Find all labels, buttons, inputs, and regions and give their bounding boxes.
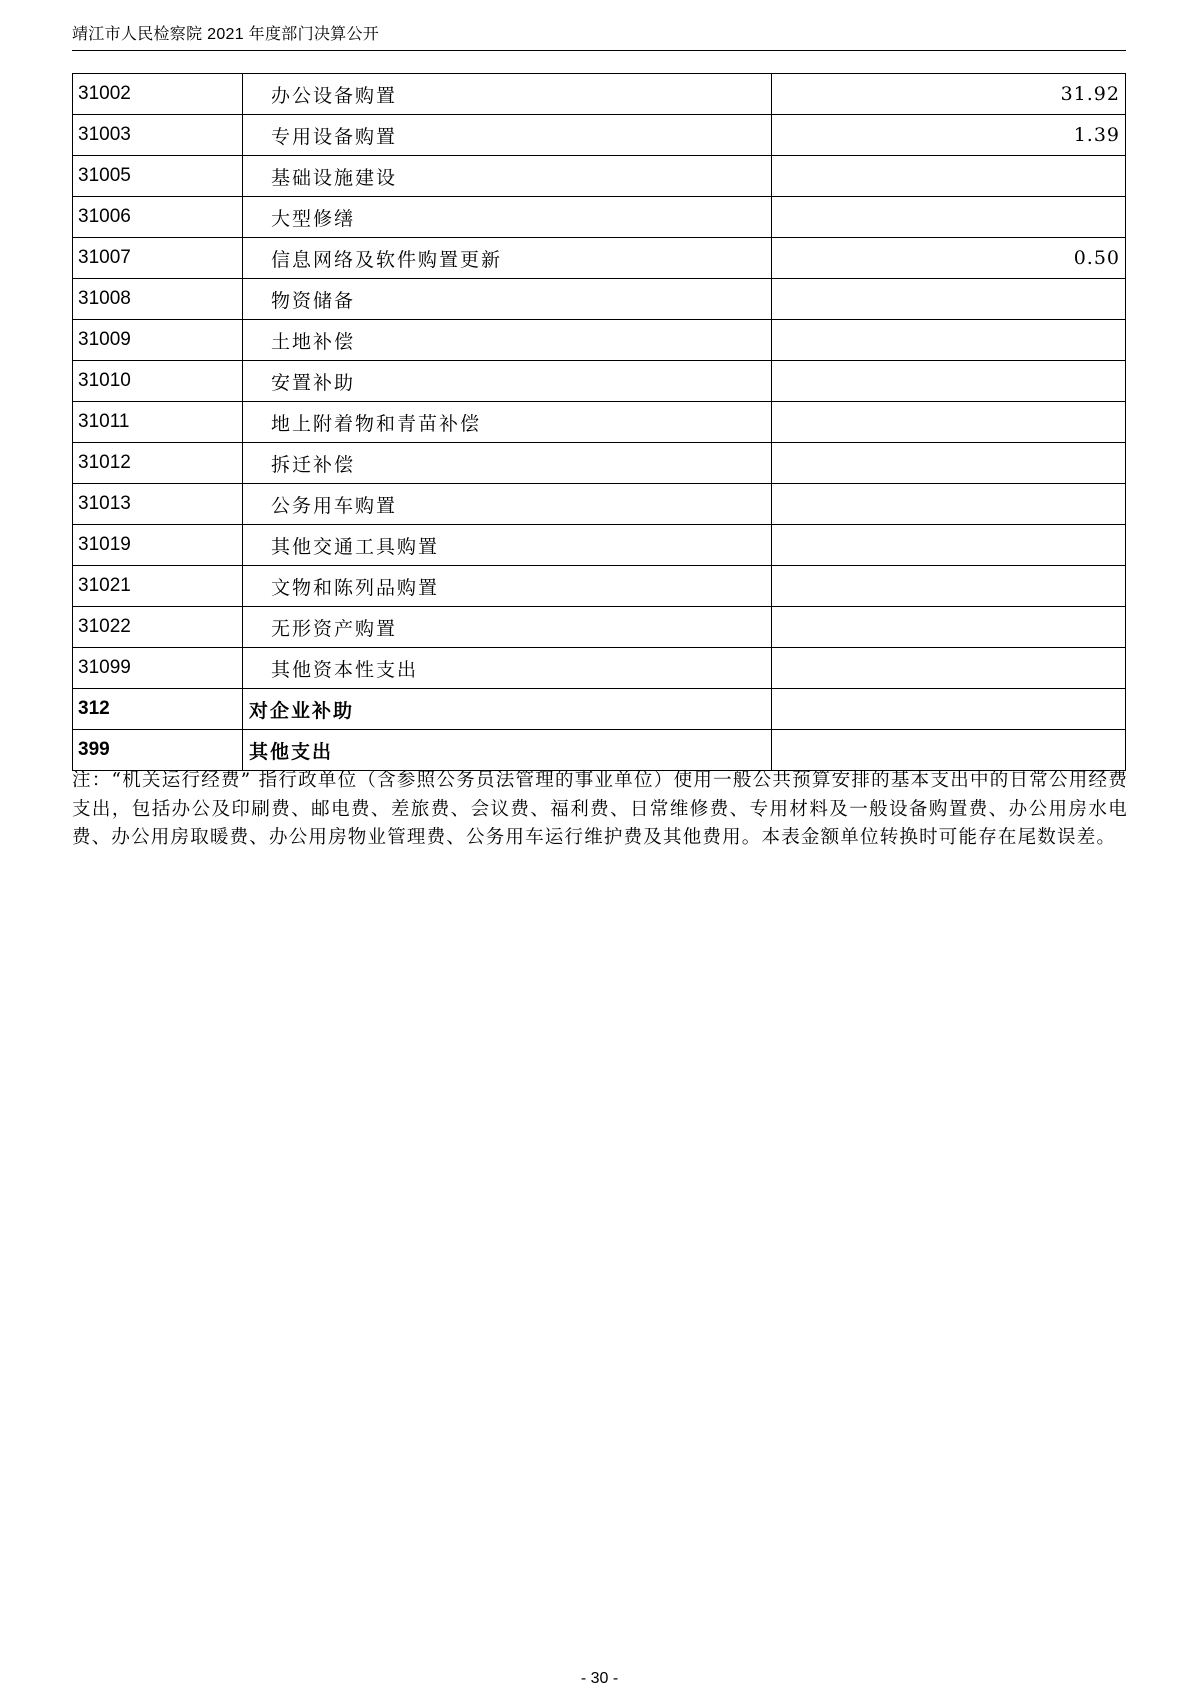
row-name: 公务用车购置	[243, 484, 772, 525]
page-number: - 30 -	[580, 1670, 619, 1687]
row-amount	[772, 566, 1126, 607]
row-name: 土地补偿	[243, 320, 772, 361]
row-amount: 31.92	[772, 74, 1126, 115]
table-footnote: 注：“机关运行经费” 指行政单位（含参照公务员法管理的事业单位）使用一般公共预算安排的基本支出中的日常公用经费支出，包括办公及印刷费、邮电费、差旅费、会议费、福利费、日常维修费、专用材料及一般设备购置费、办公用房水电费、办公用房取暖费、办公用房物业管理费、公务用车运行维护费及其他费用。本表金额单位转换时可能存在尾数误差。	[72, 770, 1128, 848]
row-code: 31011	[73, 402, 243, 443]
row-name: 物资储备	[243, 279, 772, 320]
row-code: 31009	[73, 320, 243, 361]
row-amount	[772, 320, 1126, 361]
table-row	[73, 156, 1126, 197]
table-row-category	[73, 730, 1126, 771]
table-row	[73, 238, 1126, 279]
row-code: 31010	[73, 361, 243, 402]
row-name: 拆迁补偿	[243, 443, 772, 484]
table-row	[73, 279, 1126, 320]
row-name: 专用设备购置	[243, 115, 772, 156]
row-amount	[772, 361, 1126, 402]
table-row-category	[73, 689, 1126, 730]
row-name: 信息网络及软件购置更新	[243, 238, 772, 279]
row-name: 对企业补助	[243, 689, 772, 730]
row-code: 31022	[73, 607, 243, 648]
table-row	[73, 320, 1126, 361]
row-code: 312	[73, 689, 243, 730]
row-amount	[772, 443, 1126, 484]
row-code: 31003	[73, 115, 243, 156]
table-row	[73, 484, 1126, 525]
table-row	[73, 115, 1126, 156]
row-amount	[772, 730, 1126, 771]
row-code: 31099	[73, 648, 243, 689]
row-amount: 0.50	[772, 238, 1126, 279]
row-amount	[772, 197, 1126, 238]
row-name: 无形资产购置	[243, 607, 772, 648]
row-code: 31013	[73, 484, 243, 525]
row-amount	[772, 156, 1126, 197]
row-amount	[772, 484, 1126, 525]
table-row	[73, 361, 1126, 402]
table-row	[73, 443, 1126, 484]
table-row	[73, 566, 1126, 607]
row-code: 31006	[73, 197, 243, 238]
row-name: 基础设施建设	[243, 156, 772, 197]
row-amount: 1.39	[772, 115, 1126, 156]
row-name: 办公设备购置	[243, 74, 772, 115]
row-code: 31012	[73, 443, 243, 484]
table-row	[73, 402, 1126, 443]
row-amount	[772, 525, 1126, 566]
row-name: 安置补助	[243, 361, 772, 402]
row-code: 31002	[73, 74, 243, 115]
row-amount	[772, 648, 1126, 689]
row-name: 大型修缮	[243, 197, 772, 238]
row-name: 其他交通工具购置	[243, 525, 772, 566]
row-code: 399	[73, 730, 243, 771]
row-name: 地上附着物和青苗补偿	[243, 402, 772, 443]
row-amount	[772, 279, 1126, 320]
row-code: 31019	[73, 525, 243, 566]
row-amount	[772, 689, 1126, 730]
row-amount	[772, 607, 1126, 648]
table-row	[73, 607, 1126, 648]
expenditure-table	[72, 73, 1126, 771]
running-header	[72, 20, 1126, 51]
row-code: 31005	[73, 156, 243, 197]
row-amount	[772, 402, 1126, 443]
document-title: 靖江市人民检察院 2021 年度部门决算公开	[72, 26, 380, 43]
table-row	[73, 74, 1126, 115]
row-code: 31008	[73, 279, 243, 320]
table-row	[73, 525, 1126, 566]
table-row	[73, 197, 1126, 238]
row-name: 文物和陈列品购置	[243, 566, 772, 607]
table-row	[73, 648, 1126, 689]
row-name: 其他资本性支出	[243, 648, 772, 689]
row-name: 其他支出	[243, 730, 772, 771]
row-code: 31021	[73, 566, 243, 607]
row-code: 31007	[73, 238, 243, 279]
